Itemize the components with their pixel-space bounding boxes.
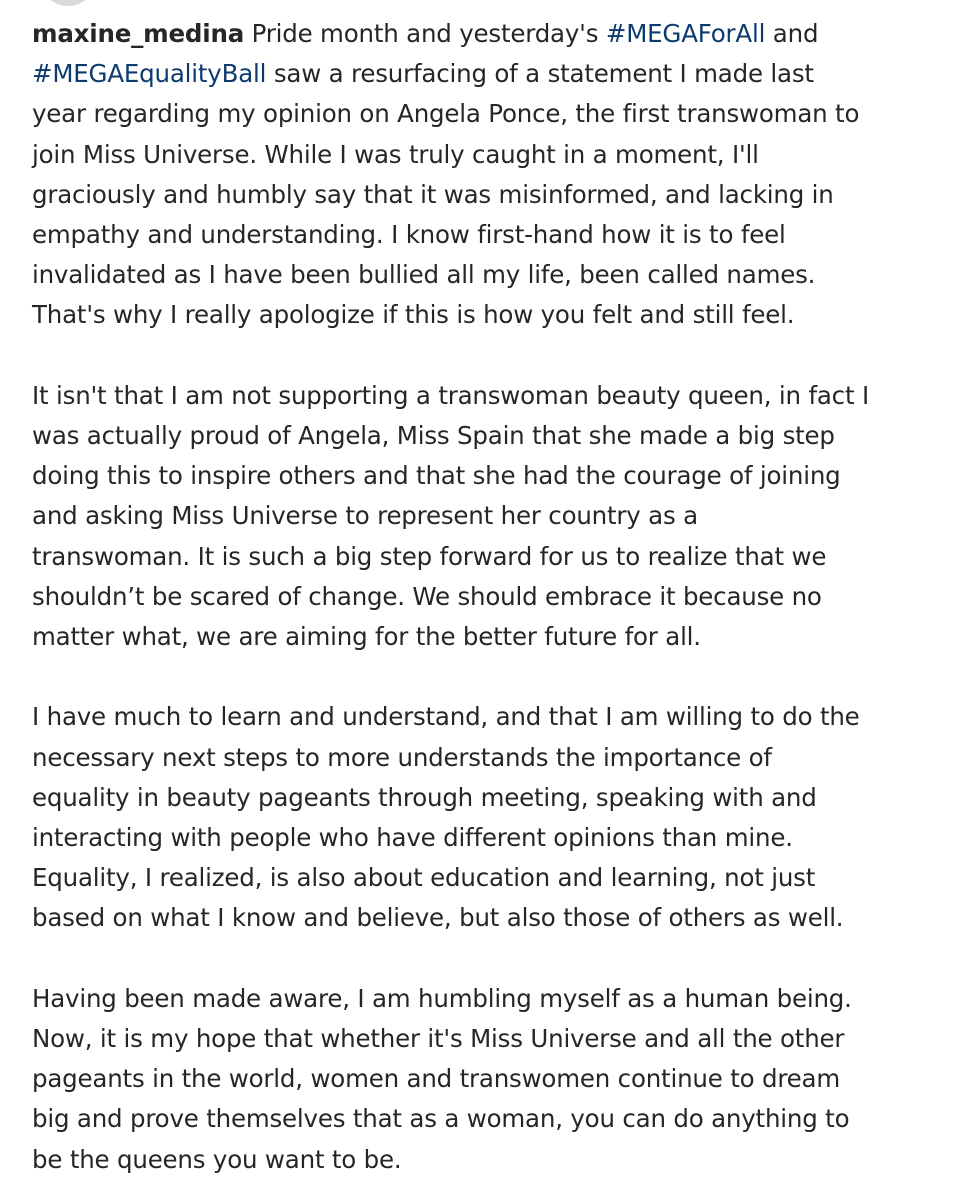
- caption-line: Equality, I realized, is also about education and learning, not just: [32, 863, 816, 893]
- hashtag-link-megaforall[interactable]: #MEGAForAll: [605, 19, 766, 48]
- caption-line: equality in beauty pageants through meeting, speaking with and: [32, 782, 817, 812]
- caption-paragraph-4: [32, 979, 937, 1180]
- caption-line: shouldn’t be scared of change. We should embrace it because no: [32, 581, 822, 611]
- caption-line: [32, 14, 937, 54]
- caption-line: I have much to learn and understand, and that I am willing to do the: [32, 702, 860, 732]
- caption-line: based on what I know and believe, but also those of others as well.: [32, 903, 844, 933]
- caption-line: year regarding my opinion on Angela Ponce, the first transwoman to: [32, 99, 860, 129]
- caption-line: transwoman. It is such a big step forward for us to realize that we: [32, 541, 827, 571]
- caption-line: big and prove themselves that as a woman, you can do anything to: [32, 1104, 850, 1134]
- caption-line: pageants in the world, women and transwomen continue to dream: [32, 1064, 841, 1094]
- caption-line: That's why I really apologize if this is how you felt and still feel.: [32, 300, 795, 330]
- hashtag-link-megaequalityball[interactable]: #MEGAEqualityBall: [32, 59, 267, 89]
- caption-line: invalidated as I have been bullied all my life, been called names.: [32, 260, 816, 290]
- caption-line: join Miss Universe. While I was truly caught in a moment, I'll: [32, 139, 759, 169]
- caption-line: doing this to inspire others and that she had the courage of joining: [32, 461, 841, 491]
- caption-line: was actually proud of Angela, Miss Spain that she made a big step: [32, 421, 835, 451]
- caption-line: graciously and humbly say that it was misinformed, and lacking in: [32, 179, 834, 209]
- caption-line: [32, 54, 937, 94]
- caption-line: and asking Miss Universe to represent her country as a: [32, 501, 698, 531]
- username-link[interactable]: maxine_medina: [32, 19, 245, 48]
- caption-line: Now, it is my hope that whether it's Miss Universe and all the other: [32, 1024, 845, 1054]
- caption-paragraph-2: [32, 376, 937, 657]
- caption-paragraph-3: [32, 697, 937, 938]
- caption-paragraph-1: [32, 14, 937, 336]
- avatar[interactable]: [40, 0, 96, 6]
- caption-text: and: [765, 19, 819, 48]
- caption-line: Having been made aware, I am humbling myself as a human being.: [32, 983, 852, 1013]
- caption-line: empathy and understanding. I know first-hand how it is to feel: [32, 220, 786, 250]
- post-caption: [32, 14, 937, 1180]
- caption-line: be the queens you want to be.: [32, 1144, 402, 1174]
- caption-line: interacting with people who have different opinions than mine.: [32, 823, 793, 853]
- caption-text: Pride month and yesterday's: [244, 19, 606, 48]
- caption-line: It isn't that I am not supporting a transwoman beauty queen, in fact I: [32, 380, 869, 410]
- caption-text: saw a resurfacing of a statement I made last: [266, 59, 814, 89]
- caption-line: necessary next steps to more understands the importance of: [32, 742, 772, 772]
- caption-line: matter what, we are aiming for the better future for all.: [32, 622, 701, 652]
